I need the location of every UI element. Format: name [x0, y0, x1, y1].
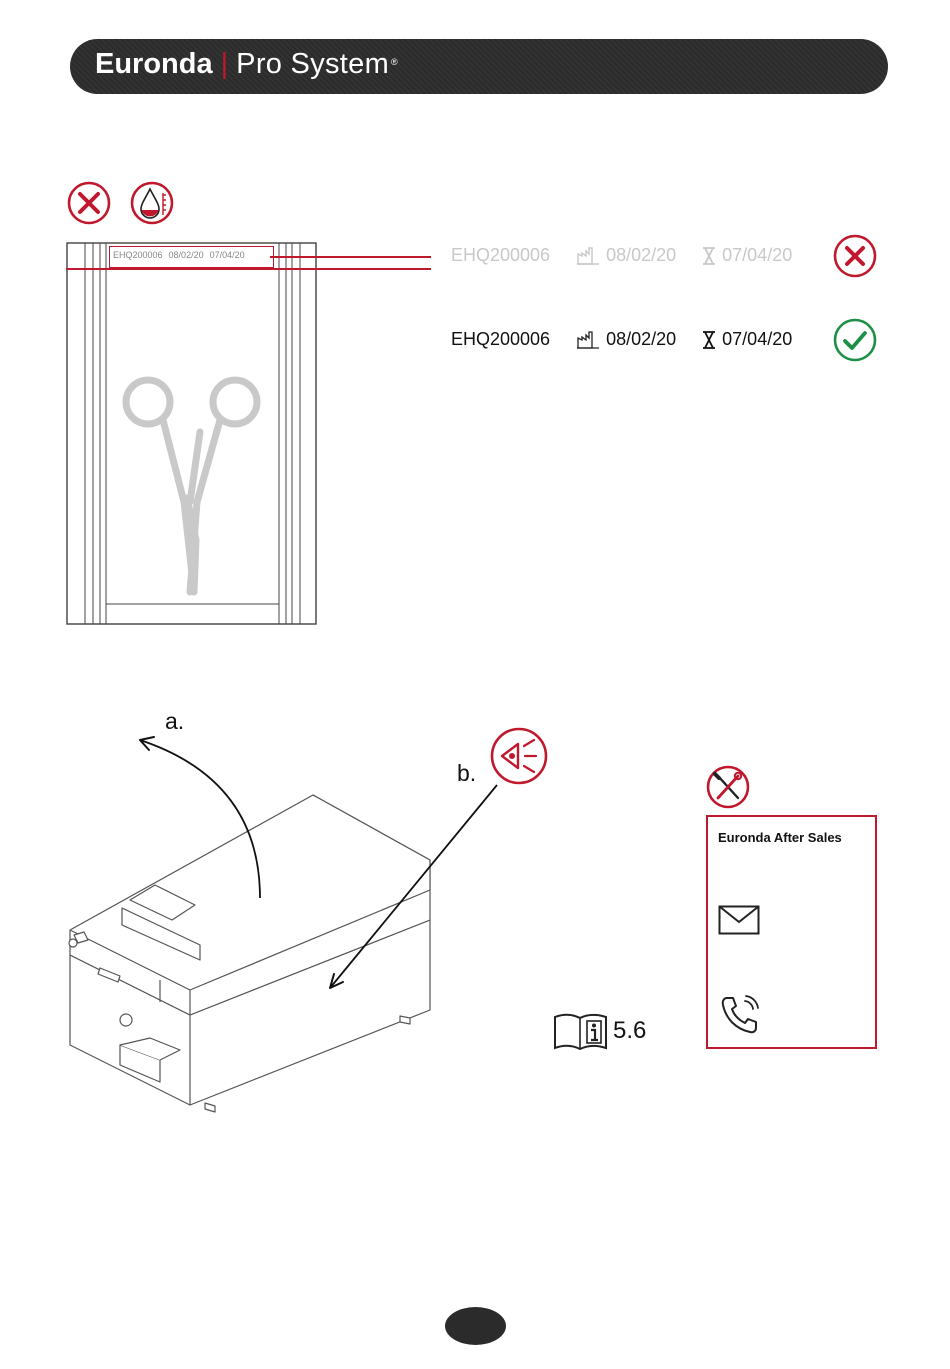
label-code: EHQ200006 — [451, 245, 551, 265]
wrong-cross-icon — [832, 233, 878, 279]
label-manufactured: 08/02/20 — [606, 245, 677, 265]
water-drop-level-icon — [128, 179, 176, 227]
email-icon[interactable] — [718, 905, 760, 935]
after-sales-title: Euronda After Sales — [718, 830, 842, 845]
manual-book-icon — [553, 1013, 608, 1051]
callout-leader-line — [66, 268, 431, 270]
pouch-cabinet-drawing — [60, 240, 325, 630]
header-bar — [70, 39, 888, 94]
hourglass-icon — [702, 331, 716, 349]
correct-check-icon — [832, 317, 878, 363]
step-a-label: a. — [165, 708, 185, 734]
label-expiry: 07/04/20 — [722, 245, 793, 265]
tools-service-icon — [705, 764, 751, 810]
label-manufactured: 08/02/20 — [606, 329, 677, 349]
factory-icon — [576, 331, 600, 349]
page-number-badge — [445, 1307, 506, 1345]
mini-label — [113, 250, 245, 260]
manual-section-ref: 5.6 — [613, 1017, 647, 1044]
mini-label-manufactured: 08/02/20 — [168, 250, 204, 260]
registered-mark: ® — [391, 57, 398, 67]
product-name: Pro System — [236, 48, 390, 80]
mini-label-expiry: 07/04/20 — [209, 250, 245, 260]
visual-inspection-icon — [488, 726, 550, 786]
after-sales-box — [706, 815, 877, 1049]
label-row-correct — [451, 329, 792, 350]
label-code: EHQ200006 — [451, 329, 551, 349]
factory-icon — [576, 247, 600, 265]
callout-leader-line-top — [270, 256, 431, 258]
step-b-label: b. — [457, 760, 477, 786]
hourglass-icon — [702, 247, 716, 265]
phone-icon[interactable] — [718, 993, 762, 1037]
brand-title — [95, 48, 398, 81]
brand-separator: | — [220, 48, 229, 80]
label-expiry: 07/04/20 — [722, 329, 793, 349]
mini-label-code: EHQ200006 — [113, 250, 163, 260]
label-row-wrong — [451, 245, 792, 266]
cross-circle-icon — [65, 179, 113, 227]
brand-name: Euronda — [95, 48, 213, 80]
